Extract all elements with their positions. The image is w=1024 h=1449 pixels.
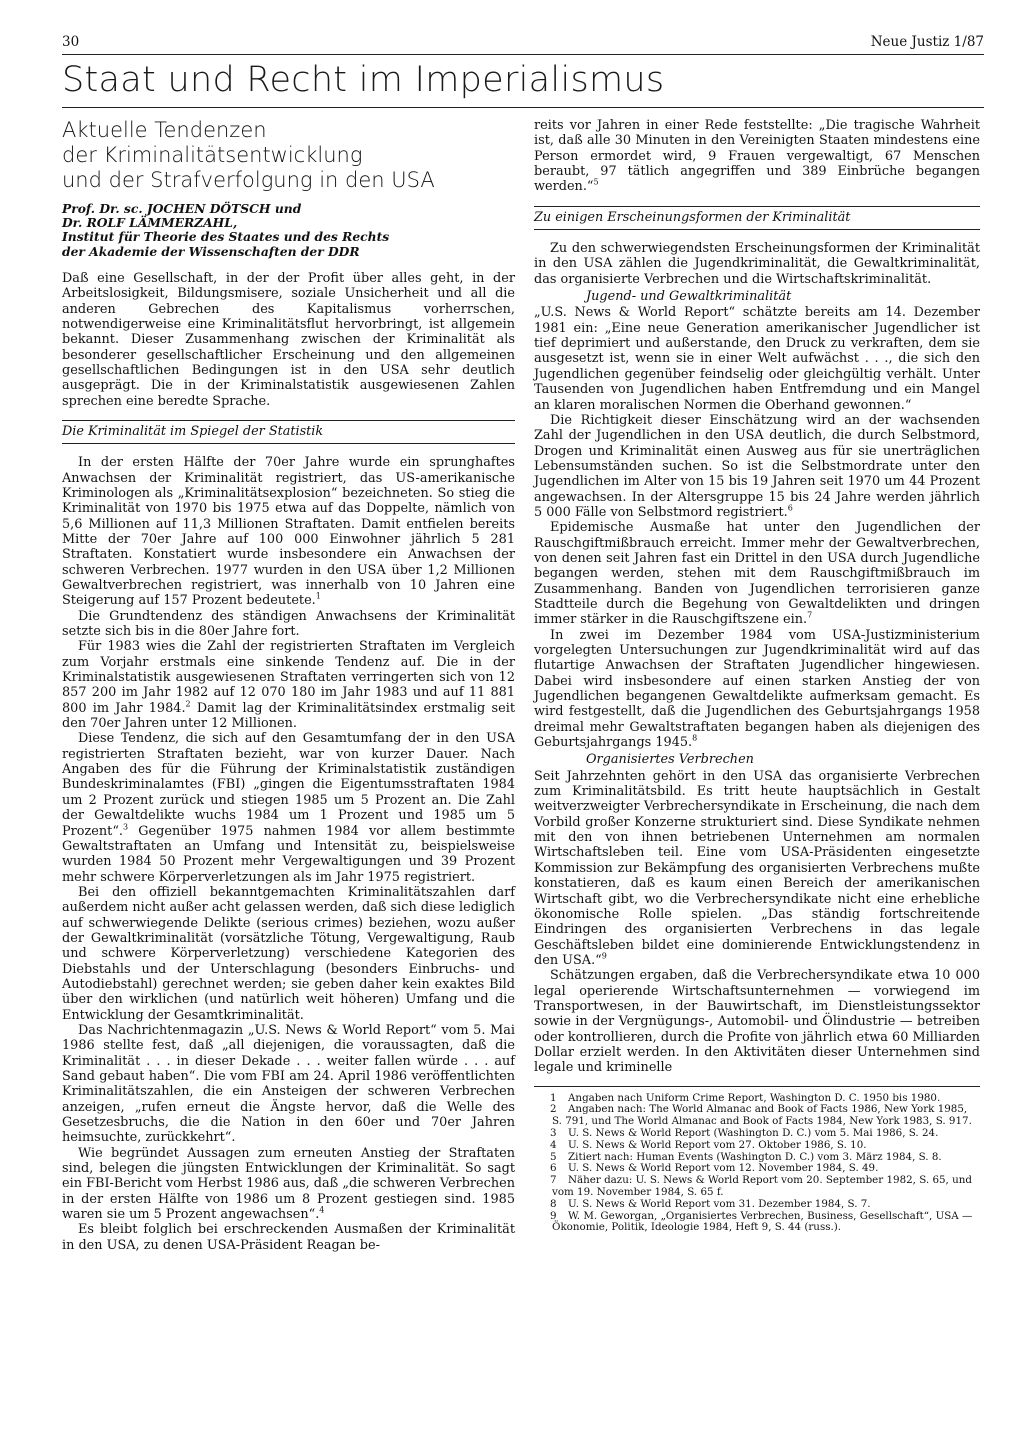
article-title-line: und der Strafverfolgung in den USA [62, 168, 435, 192]
footnote-number: 4 [550, 1138, 557, 1151]
body-paragraph: Zu den schwerwiegendsten Erscheinungsformen der Kriminalität in den USA zählen die Jugendkriminalität, die Gewaltkriminalität, das organisierte Verbrechen und die Wirtschaftskriminalität. [534, 241, 980, 287]
footnote-rule [534, 1086, 980, 1087]
subsection-heading: Jugend- und Gewaltkriminalität [586, 289, 792, 305]
title-rule [62, 107, 984, 108]
section-heading: Zu einigen Erscheinungsformen der Kriminalität [534, 206, 980, 230]
footnote-number: 3 [550, 1127, 557, 1140]
body-paragraph [534, 413, 980, 520]
paragraph-text: Gegenüber 1975 nahmen 1984 vor allem bestimmte Gewaltstraftaten an Umfang und Intensität zu, beispielsweise wurden 1984 50 Prozent mehr Vergewaltigungen und 39 Prozent mehr schwere Körperverletzungen als im Jahr 1975 registriert. [62, 823, 515, 885]
footnote-ref: 5 [593, 178, 599, 188]
article-title [62, 118, 515, 193]
article-title-line: der Kriminalitätsentwicklung [62, 143, 363, 167]
footnote-number: 7 [550, 1174, 557, 1187]
footnote-text: Näher dazu: U. S. News & World Report vom 20. September 1982, S. 65, und vom 19. November 1984, S. 65 f. [552, 1174, 972, 1198]
paragraph-text: Epidemische Ausmaße hat unter den Jugendlichen der Rauschgiftmißbrauch erreicht. Immer mehr der Gewaltverbrechen, von denen seit Jahren fast ein Drittel in den USA durch Jugendliche begangen werden, stehen mit dem Rauschgiftmißbrauch im Zusammenhang. Banden von Jugendlichen terrorisieren ganze Stadtteile durch die Begehung von Gewaltdelikten und dringen immer stärker in die Rauschgiftszene ein. [534, 520, 980, 628]
section-title: Staat und Recht im Imperialismus [62, 60, 665, 100]
paragraph-text: Diese Tendenz, die sich auf den Gesamtumfang der in den USA registrierten Straftaten bezieht, war von kurzer Dauer. Nach Angaben des für die Führung der Kriminalstatistik zuständigen Bundeskriminalamtes (FBI) „gingen die Eigentumsstraftaten 1984 um 2 Prozent zurück und stiegen 1985 um 5 Prozent an. Die Zahl der Gewaltdelikte wuchs 1984 um 1 Prozent und 1985 um 5 Prozent“. [62, 731, 515, 839]
footnote-ref: 7 [807, 611, 813, 621]
footnote-ref: 4 [319, 1205, 325, 1215]
footnote-ref: 3 [122, 822, 129, 832]
footnote-number: 5 [550, 1150, 557, 1163]
footnote-number: 1 [550, 1091, 557, 1104]
running-header [62, 34, 984, 55]
footnote-ref: 9 [601, 951, 607, 961]
author-name: JOCHEN DÖTSCH [146, 201, 271, 216]
footnote-ref: 2 [185, 699, 191, 709]
paragraph-text: Wie begründet Aussagen zum erneuten Anstieg der Straftaten sind, belegen die jüngsten Entwicklungen der Kriminalität. So sagt ein FBI-Bericht vom Herbst 1986 aus, daß „die schweren Verbrechen in der ersten Hälfte von 1986 um 8 Prozent gestiegen sind. 1985 waren sie um 5 Prozent angewachsen“. [62, 1145, 515, 1223]
author-comma: , [232, 215, 238, 231]
author-affiliation: Institut für Theorie des Staates und des Rechts [62, 229, 390, 245]
subsection-heading: Organisiertes Verbrechen [586, 752, 754, 768]
footnote-number: 9 [550, 1209, 557, 1222]
intro-paragraph: Daß eine Gesellschaft, in der der Profit über alles geht, in der Arbeitslosigkeit, Bildungsmisere, soziale Unsicherheit und all die anderen Gebrechen des Kapitalismus vorherrschen, notwendigerweise eine Kriminalitätsflut hervorbringt, ist allgemein bekannt. Dieser Zusammenhang zwischen der Kriminalität als besonderer gesellschaftlicher Erscheinung und den allgemeinen gesellschaftlichen Bedingungen ist in den USA sehr deutlich ausgeprägt. Die in der Kriminalstatistik ausgewiesenen Zahlen sprechen eine beredte Sprache. [62, 270, 515, 409]
footnote-text: W. M. Geworgan, „Organisiertes Verbrechen, Business, Gesellschaft“, USA — Ökonomie, Politik, Ideologie 1984, Heft 9, S. 44 (russ.). [552, 1209, 973, 1234]
paragraph-text: In zwei im Dezember 1984 vom USA-Justizministerium vorgelegten Untersuchungen zur Jugendkriminalität wird auf das flutartige Anwachsen der Straftaten Jugendlicher hingewiesen. Dabei wird insbesondere auf einen starken Anstieg der von Jugendlichen begangenen Gewaltdelikte aufmerksam gemacht. Es wird festgestellt, daß die Jugendlichen des Geburtsjahrgangs 1958 dreimal mehr Gewaltstraftaten begangen haben als diejenigen des Geburtsjahrgangs 1945. [534, 627, 980, 751]
footnote-ref: 6 [787, 503, 793, 513]
footnote [534, 1104, 980, 1128]
author-name: ROLF LÄMMERZAHL [86, 215, 233, 231]
author-title: Prof. Dr. sc. [62, 201, 147, 216]
footnote [534, 1211, 980, 1235]
body-paragraph: Schätzungen ergaben, daß die Verbrechersyndikate etwa 10 000 legal operierende Wirtschaftsunternehmen — vorwiegend im Transportwesen, in der Bauwirtschaft, im Dienstleistungssektor sowie in der Vergnügungs-, Automobil- und Ölindustrie — betreiben oder kontrollieren, durch die Profite von jährlich etwa 60 Milliarden Dollar erzielt werden. In den Aktivitäten dieser Unternehmen sind legale und kriminelle [534, 968, 980, 1076]
author-block [62, 202, 515, 259]
footnote-text: Angaben nach Uniform Crime Report, Washington D. C. 1950 bis 1980. [568, 1091, 941, 1104]
footnotes [534, 1093, 980, 1235]
footnote-text: Angaben nach: The World Almanac and Book of Facts 1986, New York 1985, S. 791, und The World Almanac and Book of Facts 1984, New York 1983, S. 917. [552, 1103, 972, 1128]
article-title-line: Aktuelle Tendenzen [62, 118, 267, 142]
body-paragraph: Es bleibt folglich bei erschreckenden Ausmaßen der Kriminalität in den USA, zu denen USA-Präsident Reagan be- [62, 1222, 515, 1253]
author-conj: und [270, 201, 302, 216]
right-column [534, 118, 980, 1234]
body-paragraph [534, 118, 980, 195]
body-paragraph [62, 639, 515, 731]
journal-issue: Neue Justiz 1/87 [870, 34, 984, 50]
body-paragraph: Bei den offiziell bekanntgemachten Kriminalitätszahlen darf außerdem nicht außer acht gelassen werden, daß sich diese lediglich auf schwerwiegende Delikte (serious crimes) beziehen, wozu außer der Gewaltkriminalität (vorsätzliche Tötung, Vergewaltigung, Raub und schwere Körperverletzung) verschiedene Kategorien des Diebstahls und der Unterschlagung (besonders Einbruchs- und Autodiebstahl) gerechnet werden; sie geben daher kein exaktes Bild über den wirklichen (und natürlich weit höheren) Umfang und die Entwicklung der Gesamtkriminalität. [62, 884, 515, 1023]
footnote-number: 2 [550, 1103, 557, 1116]
body-paragraph [534, 520, 980, 627]
paragraph-text: Seit Jahrzehnten gehört in den USA das organisierte Verbrechen zum Kriminalitätsbild. Es tritt heute hauptsächlich in Gestalt weitverzweigter Verbrechersyndikate in Erscheinung, die nach dem Vorbild großer Konzerne strukturiert sind. Diese Syndikate nehmen mit den von ihnen betriebenen Unternehmen am normalen Wirtschaftsleben teil. Eine vom USA-Präsidenten eingesetzte Kommission zur Bekämpfung des organisierten Verbrechens mußte konstatieren, daß es kaum einen Bereich der amerikanischen Wirtschaft gibt, wo die Verbrechersyndikate nicht eine erhebliche ökonomische Rolle spielen. „Das ständig fortschreitende Eindringen des organisierten Verbrechens in das legale Geschäftsleben bildet eine dominierende Entwicklungstendenz in den USA.“ [534, 768, 980, 968]
footnote-text: U. S. News & World Report vom 31. Dezember 1984, S. 7. [568, 1197, 871, 1210]
paragraph-text: Die Richtigkeit dieser Einschätzung wird an der wachsenden Zahl der Jugendlichen in den USA deutlich, die durch Selbstmord, Drogen und Kriminalität einen Ausweg aus für sie unerträglichen Lebensumständen suchen. So ist die Selbstmordrate unter den Jugendlichen im Alter von 15 bis 19 Jahren seit 1970 um 44 Prozent angewachsen. In der Altersgruppe 15 bis 24 Jahre werden jährlich 5 000 Fälle von Selbstmord registriert. [534, 412, 980, 520]
footnote-text: U. S. News & World Report vom 12. November 1984, S. 49. [568, 1162, 879, 1175]
body-paragraph [62, 455, 515, 608]
page-number: 30 [62, 34, 80, 50]
footnote-text: Zitiert nach: Human Events (Washington D. C.) vom 3. März 1984, S. 8. [568, 1150, 942, 1163]
footnote-ref: 1 [315, 592, 321, 602]
footnote [534, 1175, 980, 1199]
body-paragraph: Die Grundtendenz des ständigen Anwachsens der Kriminalität setzte sich bis in die 80er Jahre fort. [62, 608, 515, 640]
body-paragraph: Das Nachrichtenmagazin „U.S. News & World Report“ vom 5. Mai 1986 stellte fest, daß „all diejenigen, die voraussagten, daß die Kriminalität . . . in dieser Dekade . . . weiter fallen würde . . . auf Sand gebaut haben“. Die vom FBI am 24. April 1986 veröffentlichten Kriminalitätszahlen, die ein Ansteigen der schweren Verbrechen anzeigen, „rufen erneut die Ängste hervor, daß die Welle des Gesetzesbruchs, die die Nation in den 60er und 70er Jahren heimsuchte, zurückkehrt“. [62, 1022, 515, 1146]
paragraph-text: In der ersten Hälfte der 70er Jahre wurde ein sprunghaftes Anwachsen der Kriminalität registriert, das US-amerikanische Kriminologen als „Kriminalitätsexplosion“ bezeichneten. So stieg die Kriminalität von 1970 bis 1975 etwa auf das Doppelte, nämlich von 5,6 Millionen auf 11,3 Millionen Straftaten. Damit entfielen bereits Mitte der 70er Jahre auf 100 000 Einwohner jährlich 5 281 Straftaten. Konstatiert wurde insbesondere ein Anwachsen der schweren Verbrechen. 1977 wurden in den USA über 1,2 Millionen Gewaltverbrechen registriert, was innerhalb von 10 Jahren eine Steigerung auf 157 Prozent bedeutete. [62, 455, 515, 609]
footnote-number: 6 [550, 1162, 557, 1175]
section-heading: Die Kriminalität im Spiegel der Statistik [62, 420, 515, 444]
paragraph-text: reits vor Jahren in einer Rede feststellte: „Die tragische Wahrheit ist, daß alle 30 Minuten in den Vereinigten Staaten mindestens eine Person ermordet wird, 9 Frauen vergewaltigt, 67 Menschen beraubt, 97 tätlich angegriffen und 389 Einbrüche begangen werden.“ [534, 118, 980, 195]
paragraph-text: Damit lag der Kriminalitätsindex erstmalig seit den 70er Jahren unter 12 Millionen. [62, 700, 515, 732]
body-paragraph: „U.S. News & World Report“ schätzte bereits am 14. Dezember 1981 ein: „Eine neue Generation amerikanischer Jugendlicher ist tief deprimiert und außerstande, den Druck zu verkraften, dem sie ausgesetzt ist, wenn sie in einer Welt aufwächst . . ., die sich den Jugendlichen gegenüber feindselig oder gleichgültig verhält. Unter Tausenden von Jugendlichen haben Entfremdung und ein Mangel an klaren moralischen Normen die Oberhand gewonnen.“ [534, 305, 980, 413]
author-affiliation: der Akademie der Wissenschaften der DDR [62, 243, 360, 259]
body-paragraph [534, 628, 980, 751]
body-paragraph [62, 1146, 515, 1223]
footnote-text: U. S. News & World Report vom 27. Oktober 1986, S. 10. [568, 1138, 867, 1151]
body-paragraph [62, 731, 515, 884]
body-paragraph [534, 769, 980, 968]
paragraph-text: Für 1983 wies die Zahl der registrierten Straftaten im Vergleich zum Vorjahr erstmals eine sinkende Tendenz auf. Die in der Kriminalstatistik ausgewiesenen Straftaten verringerten sich von 12 857 200 im Jahr 1982 auf 12 070 180 im Jahr 1983 und auf 11 881 800 im Jahr 1984. [62, 639, 515, 716]
footnote-number: 8 [550, 1197, 557, 1210]
footnote-text: U. S. News & World Report (Washington D. C.) vom 5. Mai 1986, S. 24. [568, 1127, 939, 1140]
footnote-ref: 8 [692, 733, 698, 743]
left-column [62, 118, 515, 1253]
author-title: Dr. [62, 215, 87, 231]
